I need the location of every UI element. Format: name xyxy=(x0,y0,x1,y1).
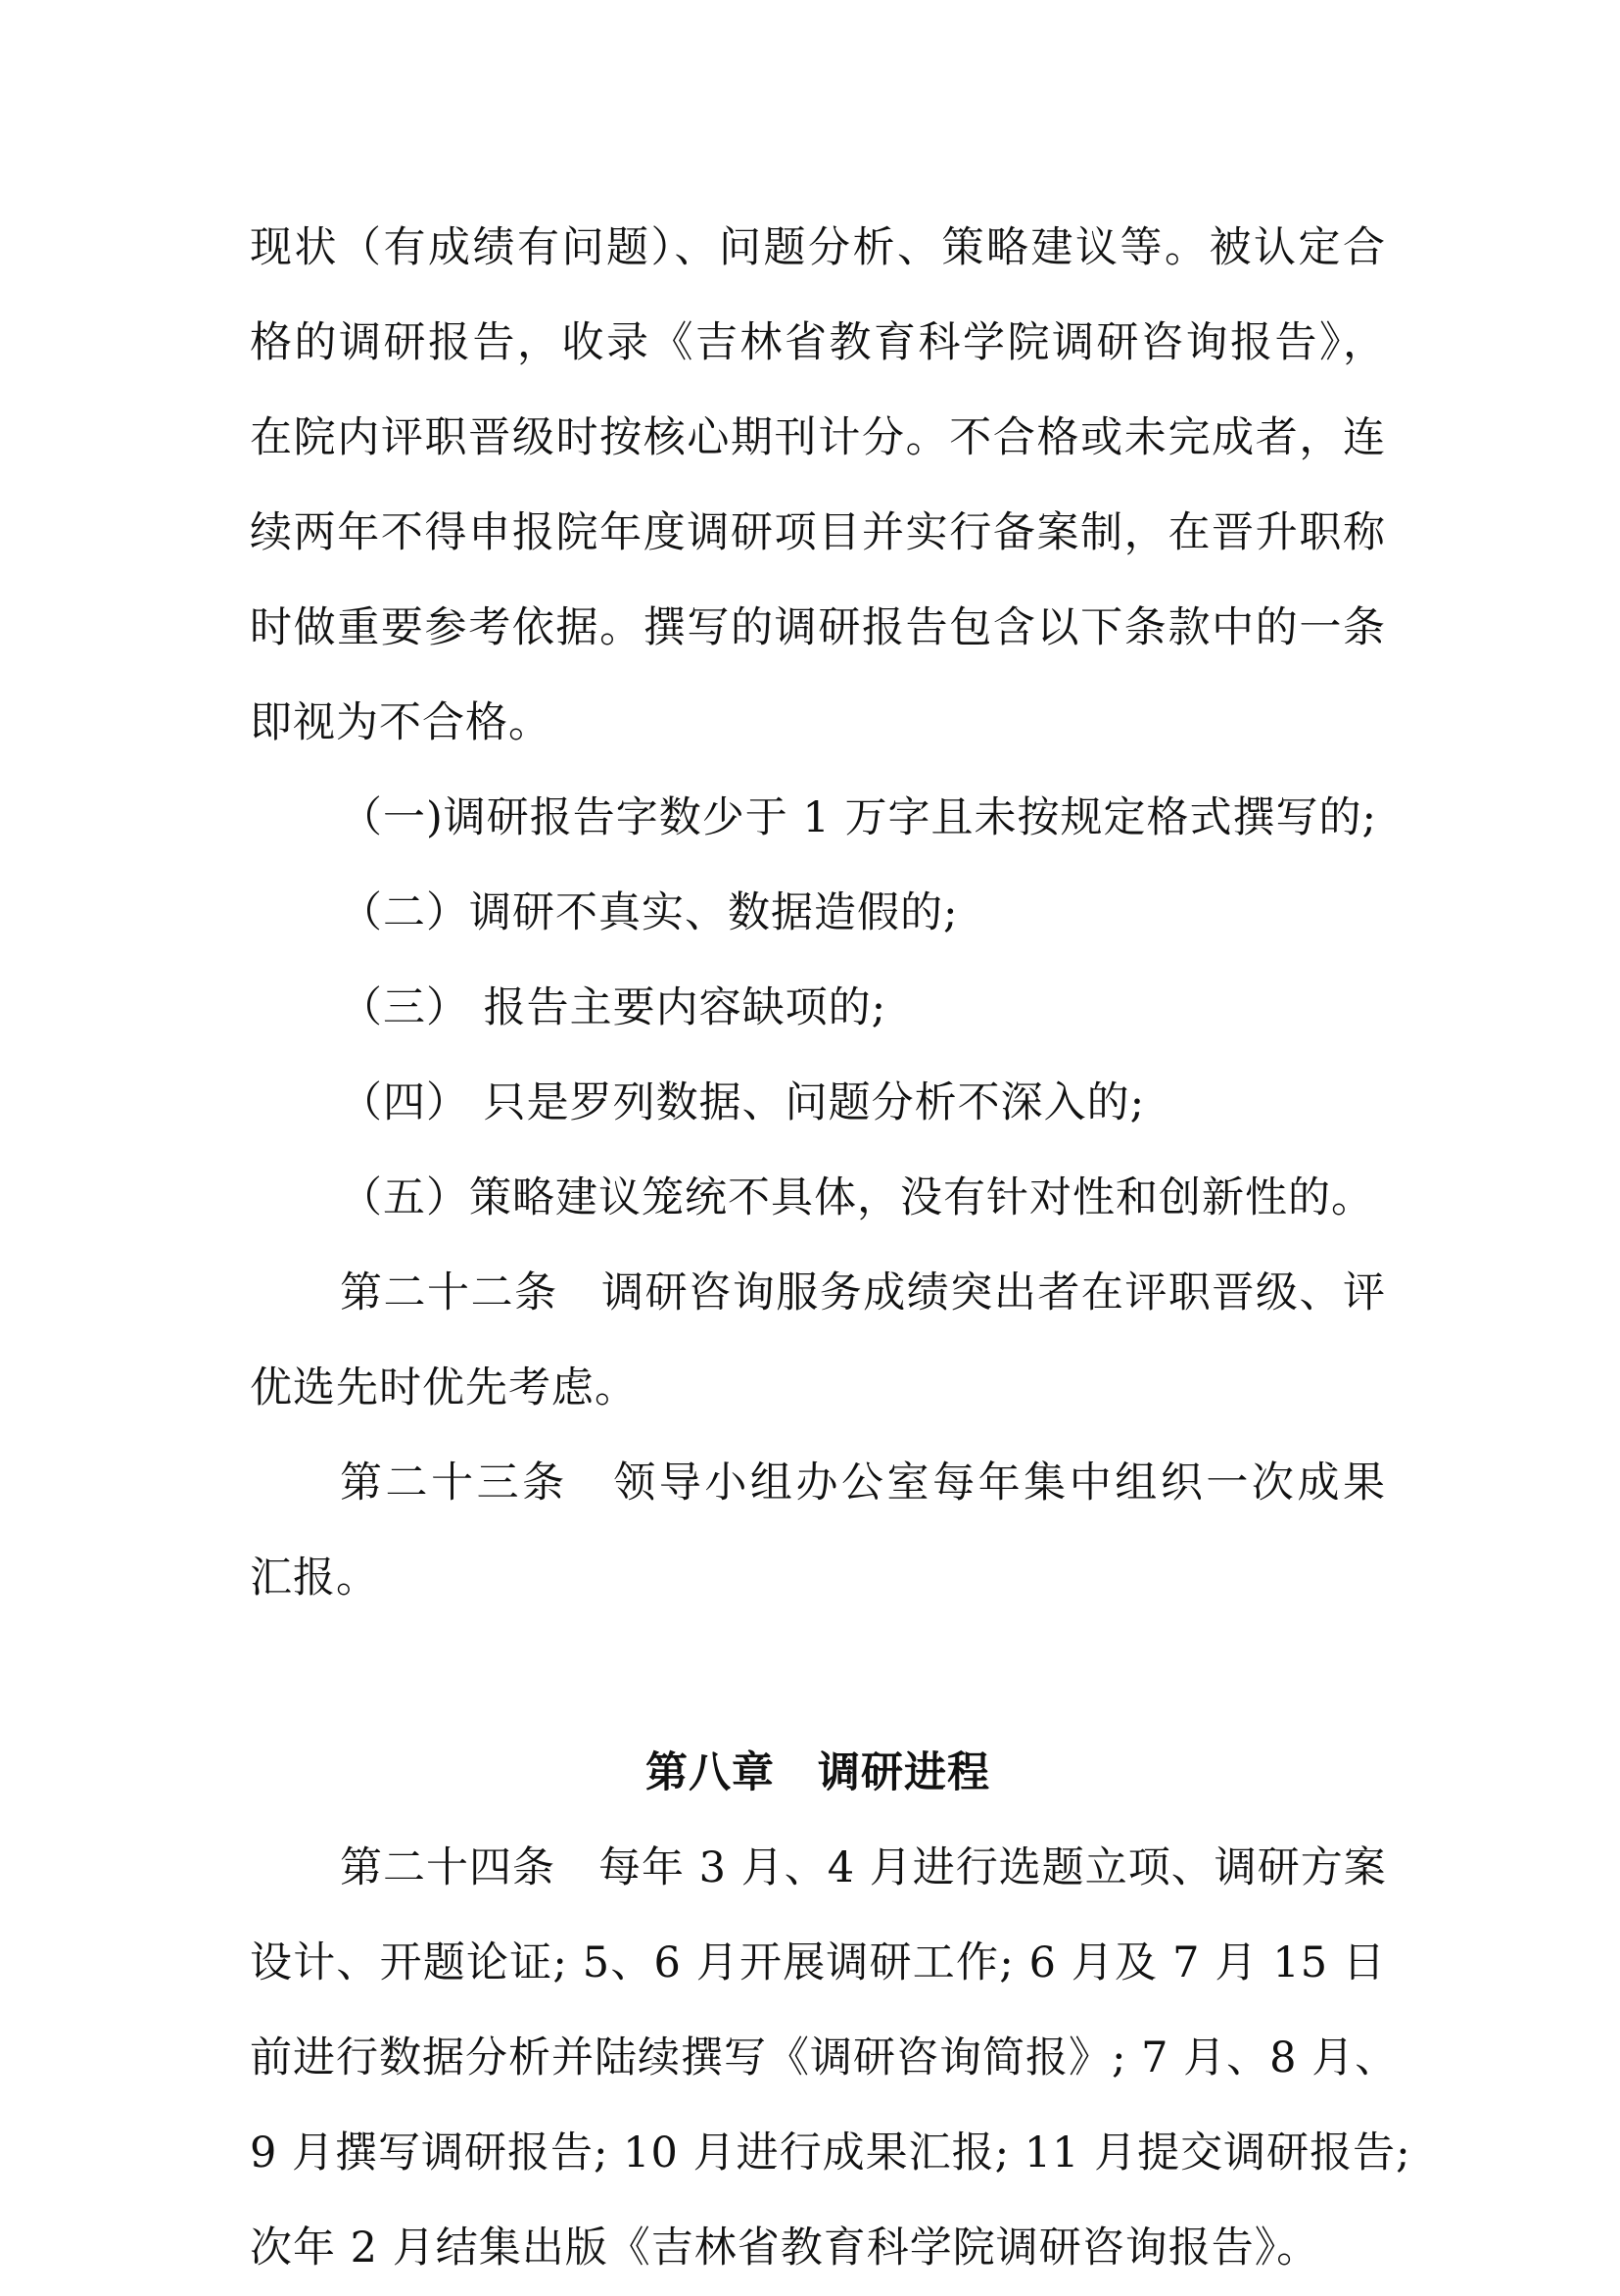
text-line: 设计、开题论证; 5、6 月开展调研工作; 6 月及 7 月 15 日 xyxy=(250,1938,1386,1987)
list-item: （四） 只是罗列数据、问题分析不深入的; xyxy=(340,1078,1146,1127)
text-line: 格的调研报告，收录《吉林省教育科学院调研咨询报告》， xyxy=(250,318,1386,367)
document-body xyxy=(250,201,1411,2296)
article-22 xyxy=(250,1246,1386,1436)
text-line: 前进行数据分析并陆续撰写《调研咨询简报》; 7 月、8 月、 xyxy=(250,2033,1399,2082)
list-item: （二）调研不真实、数据造假的; xyxy=(340,888,959,937)
paragraph-continuation xyxy=(250,201,1386,771)
text-line: 汇报。 xyxy=(250,1554,379,1602)
list-item: （五）策略建议笼统不具体，没有针对性和创新性的。 xyxy=(340,1173,1374,1222)
text-line: 现状（有成绩有问题）、问题分析、策略建议等。被认定合 xyxy=(250,223,1386,272)
text-line: 第二十三条 领导小组办公室每年集中组织一次成果 xyxy=(340,1459,1386,1507)
article-23 xyxy=(250,1436,1386,1626)
text-line: 时做重要参考依据。撰写的调研报告包含以下条款中的一条 xyxy=(250,603,1386,652)
text-line: 优选先时优先考虑。 xyxy=(250,1363,638,1412)
text-line: 次年 2 月结集出版《吉林省教育科学院调研咨询报告》。 xyxy=(250,2224,1320,2272)
text-line: 即视为不合格。 xyxy=(250,698,551,747)
chapter-title: 第八章 调研进程 xyxy=(645,1748,990,1797)
text-line: 第二十四条 每年 3 月、4 月进行选题立项、调研方案 xyxy=(340,1843,1387,1892)
section-spacer xyxy=(250,1626,1386,1726)
disqualification-list xyxy=(250,771,1386,1246)
text-line: 续两年不得申报院年度调研项目并实行备案制，在晋升职称 xyxy=(250,508,1386,557)
article-24 xyxy=(250,1821,1411,2296)
text-line: 第二十二条 调研咨询服务成绩突出者在评职晋级、评 xyxy=(340,1268,1386,1317)
text-line: 9 月撰写调研报告; 10 月进行成果汇报; 11 月提交调研报告; xyxy=(250,2129,1411,2177)
text-line: 在院内评职晋级时按核心期刊计分。不合格或未完成者，连 xyxy=(250,413,1386,462)
list-item: （三） 报告主要内容缺项的; xyxy=(340,983,887,1032)
list-item: （一)调研报告字数少于 1 万字且未按规定格式撰写的; xyxy=(340,793,1377,842)
